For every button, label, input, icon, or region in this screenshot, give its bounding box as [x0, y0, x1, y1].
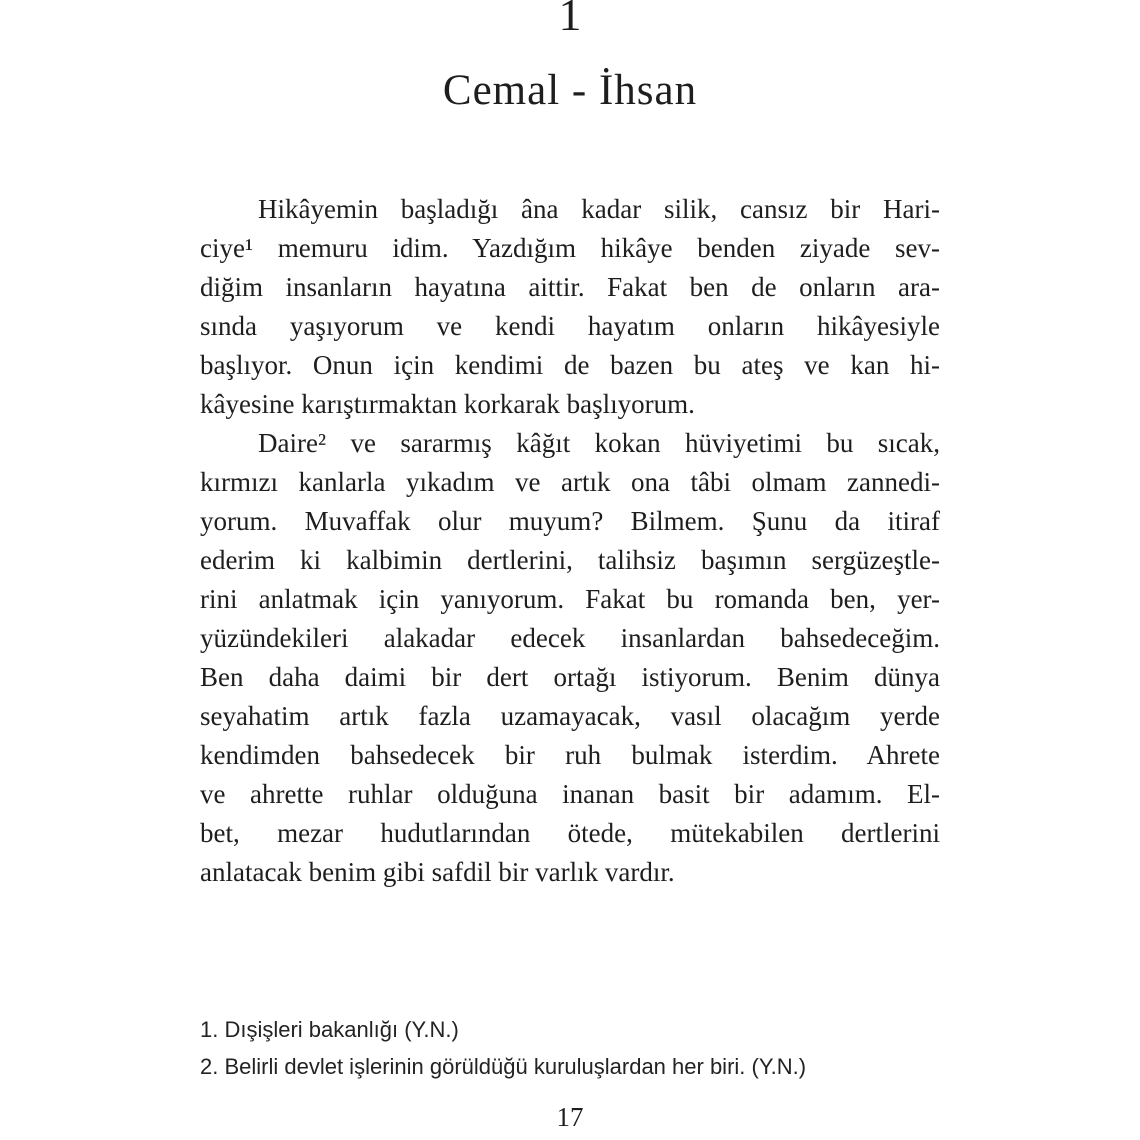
text-line: bet, mezar hudutlarından ötede, mütekabilen dertlerini	[200, 818, 940, 848]
text-line: seyahatim artık fazla uzamayacak, vasıl olacağım yerde	[200, 701, 940, 731]
text-line: Ben daha daimi bir dert ortağı istiyorum. Benim dünya	[200, 662, 940, 692]
text-line: rini anlatmak için yanıyorum. Fakat bu romanda ben, yer-	[200, 584, 940, 614]
text-line: başlıyor. Onun için kendimi de bazen bu ateş ve kan hi-	[200, 350, 940, 380]
text-line: sında yaşıyorum ve kendi hayatım onların hikâyesiyle	[200, 311, 940, 341]
text-line: kâyesine karıştırmaktan korkarak başlıyorum.	[200, 389, 695, 419]
text-line: ve ahrette ruhlar olduğuna inanan basit bir adamım. El-	[200, 779, 940, 809]
page-number: 17	[556, 1102, 584, 1132]
text-line: Hikâyemin başladığı âna kadar silik, cansız bir Hari-	[258, 194, 940, 224]
text-line: kendimden bahsedecek bir ruh bulmak isterdim. Ahrete	[200, 740, 940, 770]
text-line: yorum. Muvaffak olur muyum? Bilmem. Şunu da itiraf	[200, 506, 940, 536]
footnotes	[200, 1011, 945, 1085]
text-line: kırmızı kanlarla yıkadım ve artık ona tâbi olmam zannedi-	[200, 467, 940, 497]
paragraph	[200, 190, 940, 424]
text-line: ederim ki kalbimin dertlerini, talihsiz başımın sergüzeştle-	[200, 545, 940, 575]
paragraph	[200, 424, 940, 892]
text-line: Daire² ve sararmış kâğıt kokan hüviyetimi bu sıcak,	[258, 428, 940, 458]
text-line: anlatacak benim gibi safdil bir varlık vardır.	[200, 857, 675, 887]
footnote: 1. Dışişleri bakanlığı (Y.N.)	[200, 1017, 459, 1042]
body-text	[200, 190, 940, 892]
chapter-number: 1	[558, 0, 582, 40]
text-line: ciye¹ memuru idim. Yazdığım hikâye benden ziyade sev-	[200, 233, 940, 263]
text-line: diğim insanların hayatına aittir. Fakat ben de onların ara-	[200, 272, 940, 302]
footnote: 2. Belirli devlet işlerinin görüldüğü kuruluşlardan her biri. (Y.N.)	[200, 1054, 807, 1079]
chapter-title: Cemal - İhsan	[442, 67, 698, 114]
text-line: yüzündekileri alakadar edecek insanlardan bahsedeceğim.	[200, 623, 940, 653]
